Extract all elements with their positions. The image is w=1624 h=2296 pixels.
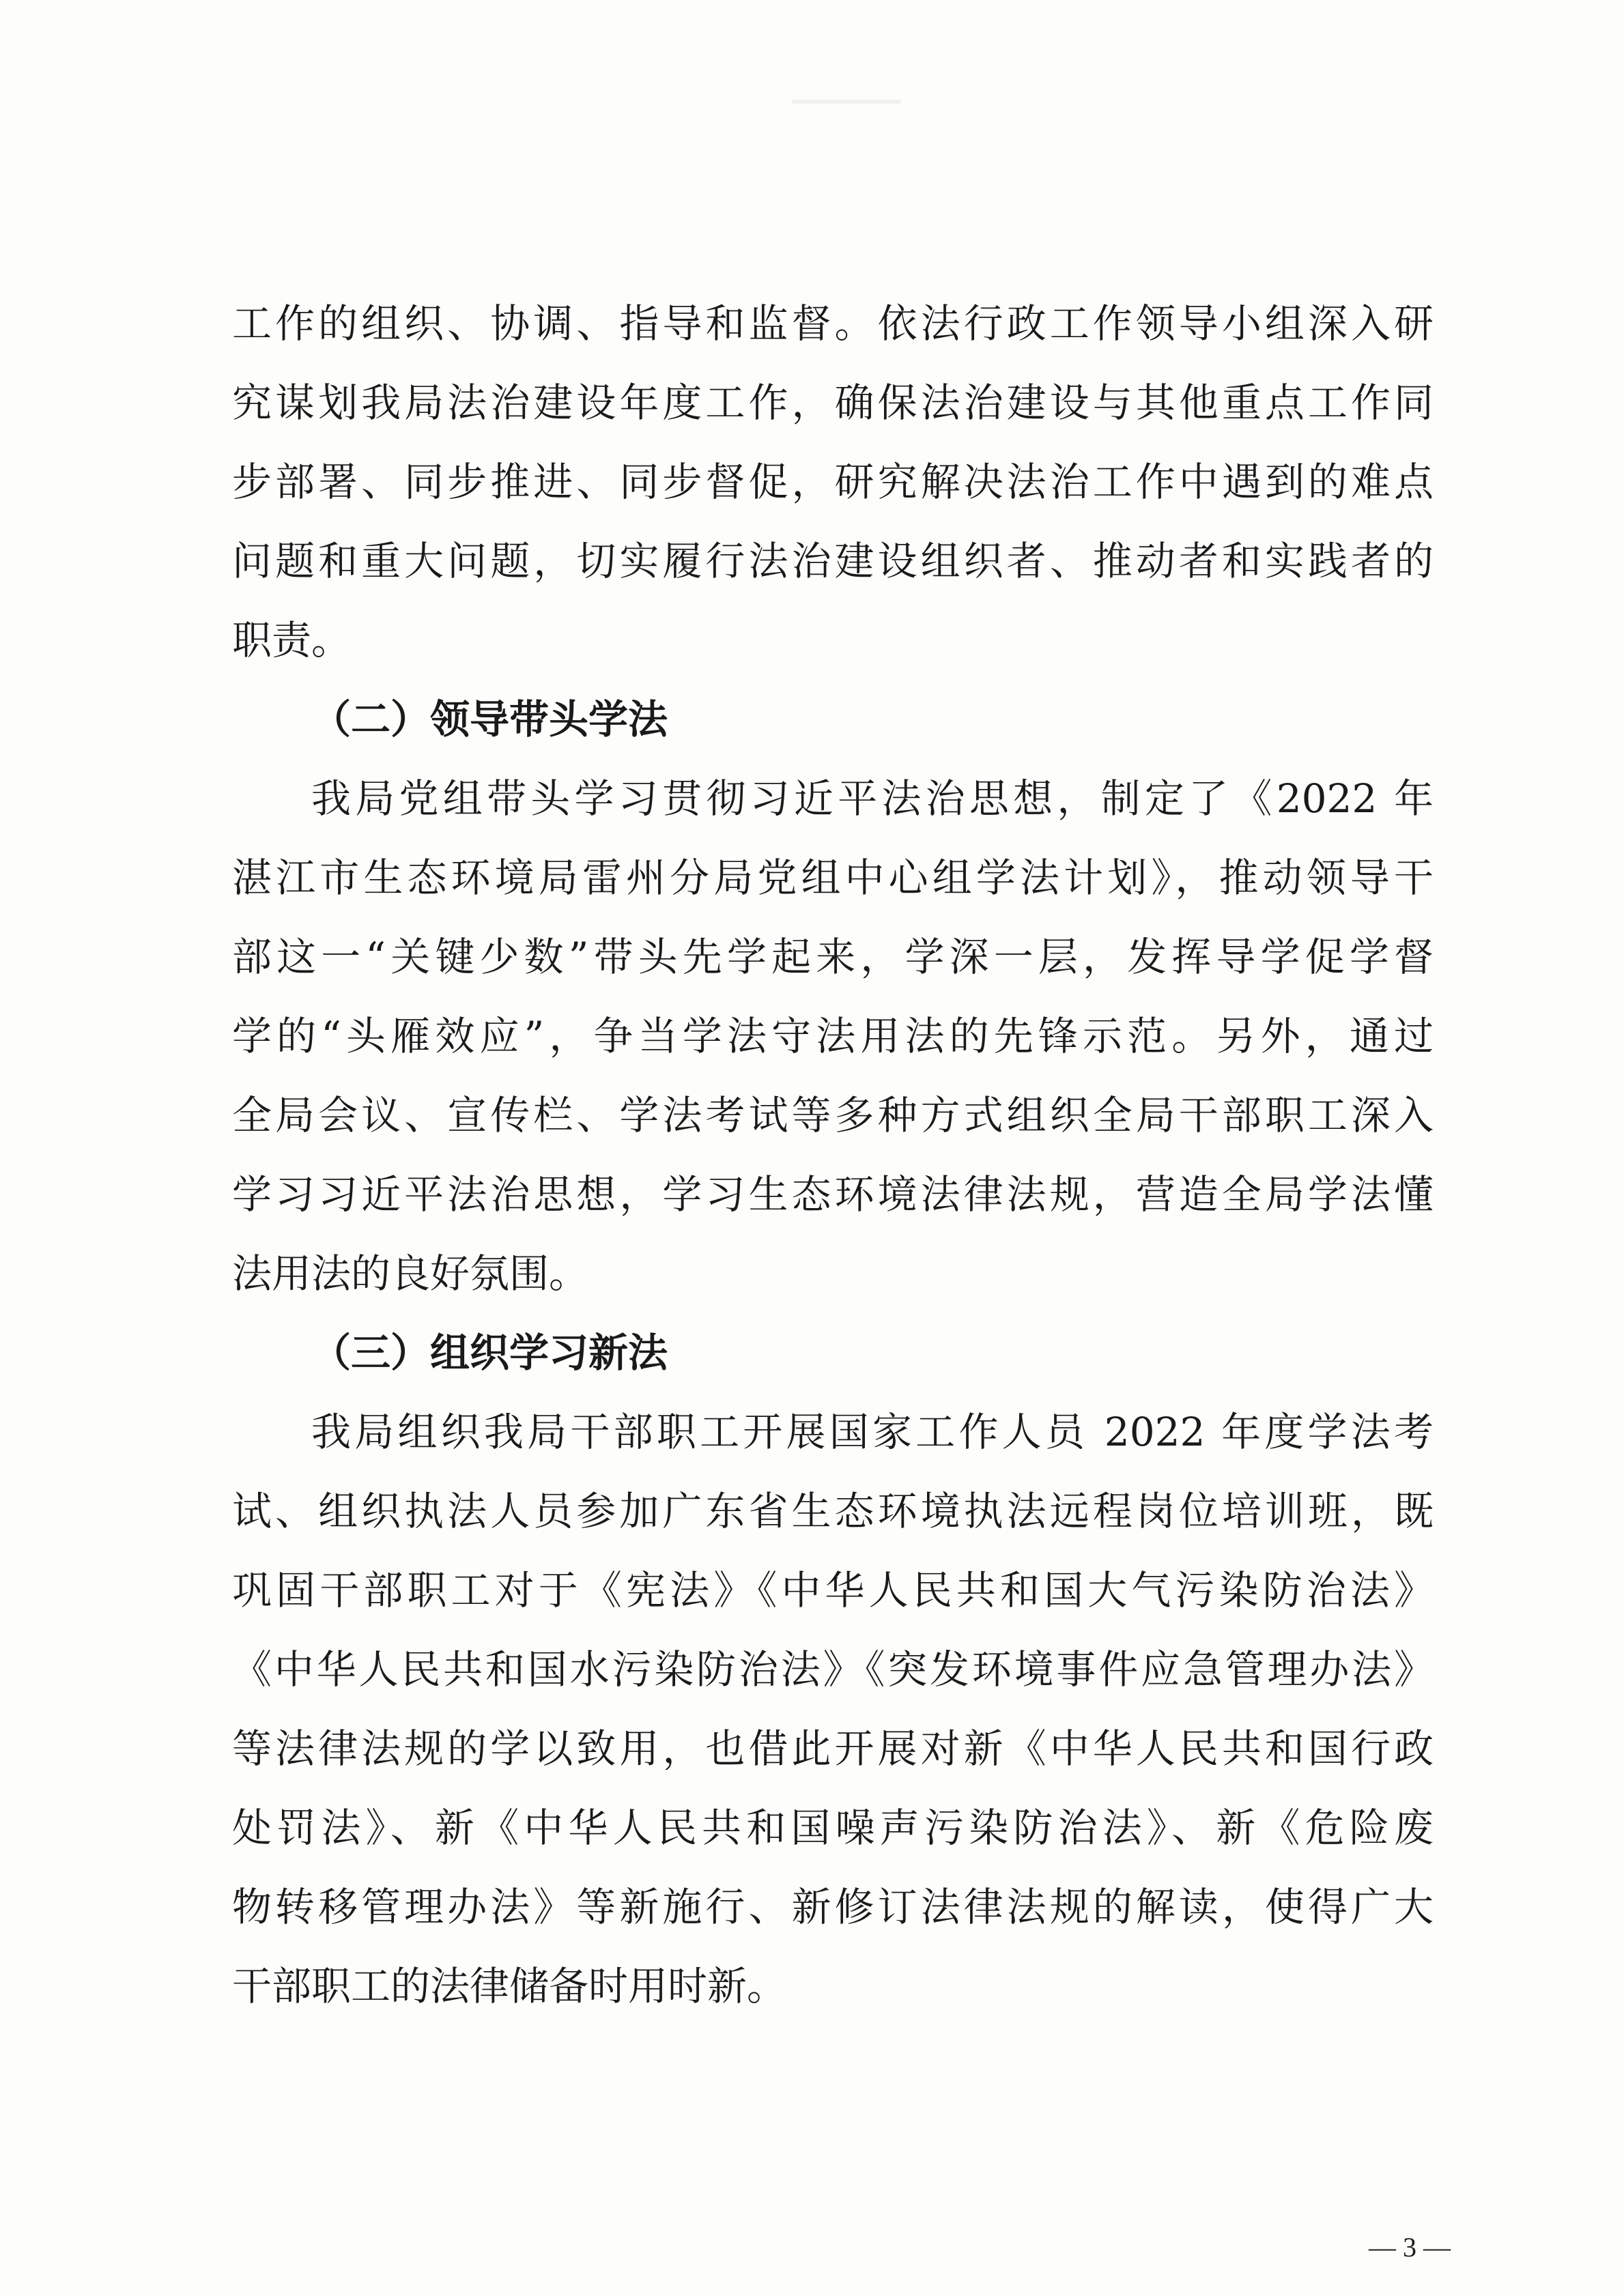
- paragraph-line: 我局组织我局干部职工开展国家工作人员 2022 年度学法考: [311, 1409, 1434, 1455]
- body-text: [232, 284, 1434, 2026]
- paragraph-line: 究谋划我局法治建设年度工作，确保法治建设与其他重点工作同: [232, 379, 1434, 426]
- paragraph-line: 我局党组带头学习贯彻习近平法治思想，制定了《2022 年: [311, 775, 1434, 822]
- paragraph-line: 《中华人民共和国水污染防治法》《突发环境事件应急管理办法》: [232, 1646, 1434, 1693]
- paragraph-line: 物转移管理办法》等新施行、新修订法律法规的解读，使得广大: [232, 1884, 1434, 1930]
- paragraph-line: 巩固干部职工对于《宪法》《中华人民共和国大气污染防治法》: [232, 1567, 1434, 1613]
- paragraph-line: 干部职工的法律储备时用时新。: [232, 1963, 787, 2009]
- paragraph-line: 职责。: [232, 617, 352, 663]
- paragraph-line: 问题和重大问题，切实履行法治建设组织者、推动者和实践者的: [232, 538, 1434, 584]
- paragraph-line: 法用法的良好氛围。: [232, 1250, 589, 1297]
- section-heading: （三）组织学习新法: [311, 1330, 668, 1376]
- scan-artifact: [792, 100, 901, 104]
- paragraph-line: 湛江市生态环境局雷州分局党组中心组学法计划》，推动领导干: [232, 855, 1434, 901]
- paragraph-line: 试、组织执法人员参加广东省生态环境执法远程岗位培训班，既: [232, 1488, 1434, 1534]
- paragraph-line: 部这一“关键少数”带头先学起来，学深一层，发挥导学促学督: [232, 934, 1434, 980]
- paragraph-line: 全局会议、宣传栏、学法考试等多种方式组织全局干部职工深入: [232, 1092, 1434, 1138]
- paragraph-line: 工作的组织、协调、指导和监督。依法行政工作领导小组深入研: [232, 300, 1434, 347]
- paragraph-line: 等法律法规的学以致用，也借此开展对新《中华人民共和国行政: [232, 1725, 1434, 1772]
- paragraph-line: 步部署、同步推进、同步督促，研究解决法治工作中遇到的难点: [232, 459, 1434, 505]
- page-number: — 3 —: [1369, 2231, 1451, 2263]
- paragraph-line: 处罚法》、新《中华人民共和国噪声污染防治法》、新《危险废: [232, 1805, 1434, 1851]
- paragraph-line: 学习习近平法治思想，学习生态环境法律法规，营造全局学法懂: [232, 1171, 1434, 1218]
- section-heading: （二）领导带头学法: [311, 696, 668, 743]
- paragraph-line: 学的“头雁效应”，争当学法守法用法的先锋示范。另外，通过: [232, 1013, 1434, 1059]
